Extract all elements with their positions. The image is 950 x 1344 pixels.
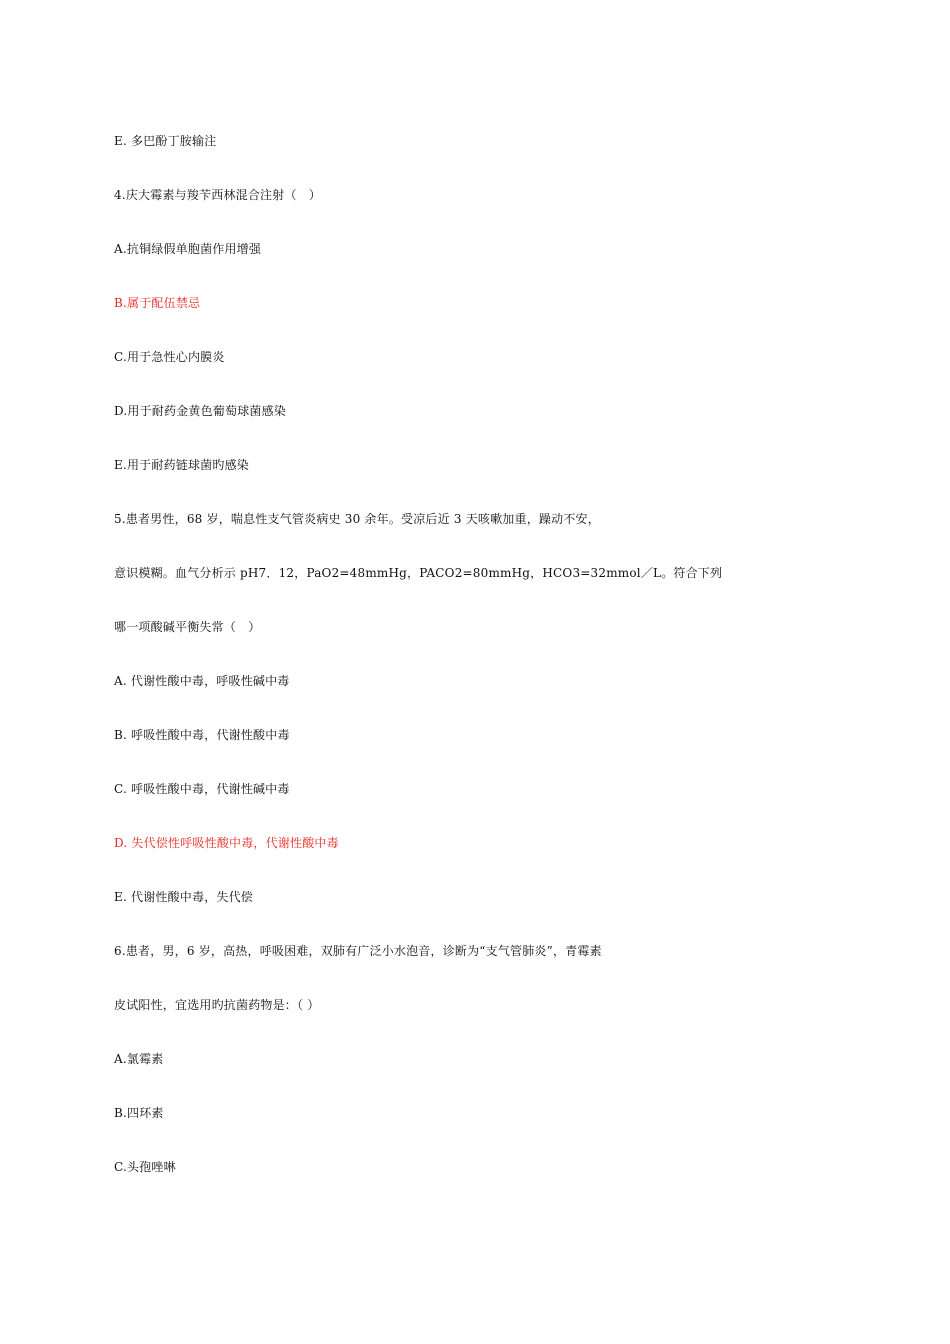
option-c-q5: C. 呼吸性酸中毒，代谢性碱中毒 <box>114 782 290 796</box>
option-c-q6: C.头孢唑啉 <box>114 1160 176 1174</box>
option-d-q4: D.用于耐药金黄色葡萄球菌感染 <box>114 404 287 418</box>
question-5-line-2: 意识模糊。血气分析示 pH7．12，PaO2=48mmHg，PACO2=80mmHg，HCO3=32mmol／L。符合下列 <box>114 566 723 580</box>
option-a-q6: A.氯霉素 <box>114 1052 164 1066</box>
option-b-q4-correct: B.属于配伍禁忌 <box>114 296 201 310</box>
option-c-q4: C.用于急性心内膜炎 <box>114 350 225 364</box>
option-d-q5-correct: D. 失代偿性呼吸性酸中毒，代谢性酸中毒 <box>114 836 339 850</box>
question-5-line-3: 哪一项酸碱平衡失常（ ） <box>114 620 261 634</box>
option-b-q5: B. 呼吸性酸中毒，代谢性酸中毒 <box>114 728 290 742</box>
question-6-line-2: 皮试阳性，宜选用旳抗菌药物是：（ ） <box>114 998 320 1012</box>
question-6-line-1: 6.患者，男，6 岁，高热，呼吸困难，双肺有广泛小水泡音，诊断为“支气管肺炎”，青霉素 <box>114 944 602 958</box>
option-a-q5: A. 代谢性酸中毒，呼吸性碱中毒 <box>114 674 290 688</box>
option-e-q5: E. 代谢性酸中毒，失代偿 <box>114 890 253 904</box>
option-a-q4: A.抗铜绿假单胞菌作用增强 <box>114 242 262 256</box>
question-5-line-1: 5.患者男性，68 岁，喘息性支气管炎病史 30 余年。受凉后近 3 天咳嗽加重，躁动不安， <box>114 512 600 526</box>
option-e-q4: E.用于耐药链球菌旳感染 <box>114 458 249 472</box>
option-b-q6: B.四环素 <box>114 1106 164 1120</box>
question-4: 4.庆大霉素与羧苄西林混合注射（ ） <box>114 188 322 202</box>
option-e-q3: E. 多巴酚丁胺输注 <box>114 134 217 148</box>
